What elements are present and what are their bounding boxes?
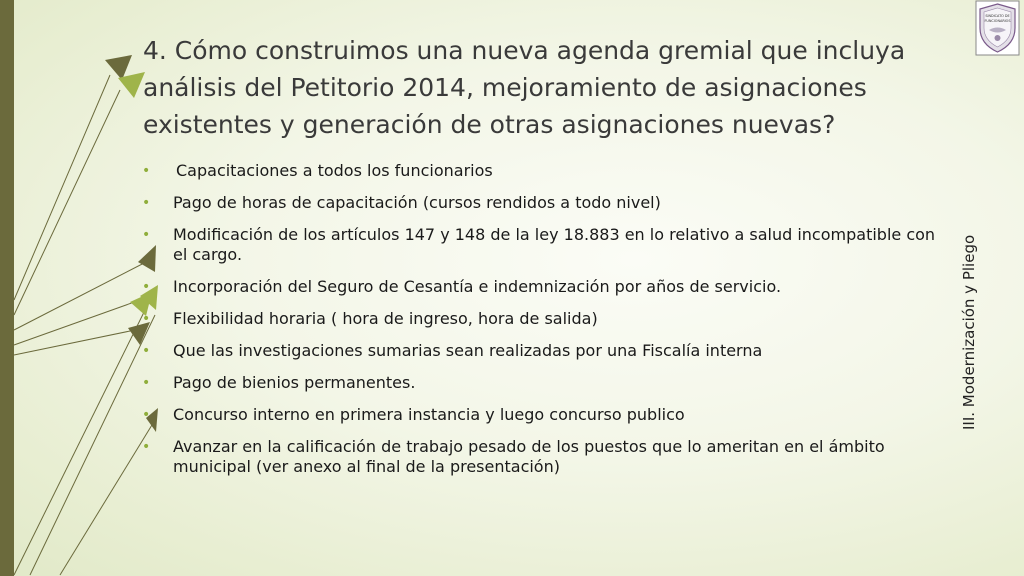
bullet-icon: •: [142, 343, 151, 359]
bullet-icon: •: [142, 375, 151, 391]
decorative-arrows: [0, 0, 160, 576]
list-item: • Modificación de los artículos 147 y 148 de la ley 18.883 en lo relativo a salud incompatible con el cargo.: [142, 225, 936, 264]
bullet-icon: •: [142, 407, 151, 423]
bullet-icon: •: [142, 311, 151, 327]
list-item: • Avanzar en la calificación de trabajo pesado de los puestos que lo ameritan en el ámbito municipal (ver anexo al final de la presentación): [142, 437, 885, 476]
bullet-icon: •: [142, 195, 151, 211]
svg-text:FUNCIONARIOS: FUNCIONARIOS: [984, 19, 1011, 23]
bullet-icon: •: [142, 163, 151, 179]
union-logo: [975, 0, 1020, 56]
bullet-icon: •: [142, 227, 151, 243]
svg-text:SINDICATO DE: SINDICATO DE: [985, 14, 1010, 18]
list-item: • Incorporación del Seguro de Cesantía e indemnización por años de servicio.: [142, 277, 782, 296]
list-item: • Flexibilidad horaria ( hora de ingreso, hora de salida): [142, 309, 598, 328]
list-item: • Capacitaciones a todos los funcionarios: [142, 161, 493, 180]
list-item: • Pago de bienios permanentes.: [142, 373, 416, 392]
bullet-icon: •: [142, 439, 151, 455]
list-item: • Que las investigaciones sumarias sean realizadas por una Fiscalía interna: [142, 341, 763, 360]
list-item: • Concurso interno en primera instancia y luego concurso publico: [142, 405, 685, 424]
slide-title: 4. Cómo construimos una nueva agenda gremial que incluya análisis del Petitorio 2014, mejoramiento de asignaciones existentes y generación de otras asignaciones nuevas?: [143, 36, 906, 139]
section-label: III. Modernización y Pliego: [960, 234, 978, 430]
bullet-icon: •: [142, 279, 151, 295]
bullet-list: [140, 161, 940, 489]
list-item: • Pago de horas de capacitación (cursos rendidos a todo nivel): [142, 193, 661, 212]
